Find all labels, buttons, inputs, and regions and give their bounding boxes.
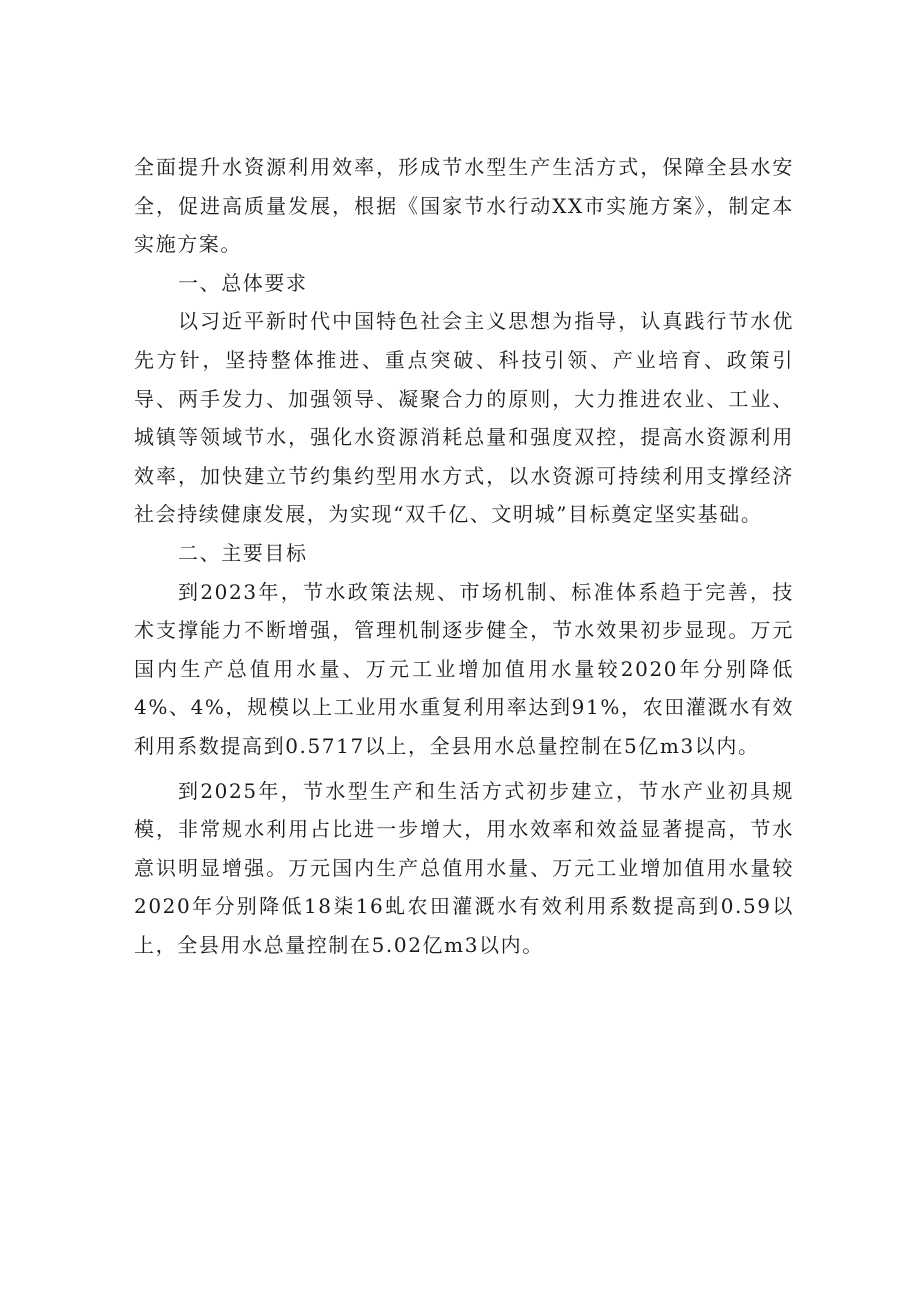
intro-paragraph: 全面提升水资源利用效率，形成节水型生产生活方式，保障全县水安全，促进高质量发展，根据《国家节水行动XX市实施方案》，制定本实施方案。 <box>134 155 794 257</box>
section-heading-main-targets: 二、主要目标 <box>178 540 308 565</box>
section-heading-general-requirements: 一、总体要求 <box>178 270 308 295</box>
target-2025-paragraph: 到2025年，节水型生产和生活方式初步建立，节水产业初具规模，非常规水利用占比进一步增大，用水效率和效益显著提高，节水意识明显增强。万元国内生产总值用水量、万元工业增加值用水量较2020年分别降低18柒16虬农田灌溉水有效利用系数提高到0.59以上，全县用水总量控制在5.02亿m3以内。 <box>134 778 794 957</box>
target-2023-paragraph: 到2023年，节水政策法规、市场机制、标准体系趋于完善，技术支撑能力不断增强，管理机制逐步健全，节水效果初步显现。万元国内生产总值用水量、万元工业增加值用水量较2020年分别降低4%、4%，规模以上工业用水重复利用率达到91%，农田灌溉水有效利用系数提高到0.5717以上，全县用水总量控制在5亿m3以内。 <box>134 579 794 758</box>
general-requirements-paragraph: 以习近平新时代中国特色社会主义思想为指导，认真践行节水优先方针，坚持整体推进、重点突破、科技引领、产业培育、政策引导、两手发力、加强领导、凝聚合力的原则，大力推进农业、工业、城镇等领域节水，强化水资源消耗总量和强度双控，提高水资源利用效率，加快建立节约集约型用水方式，以水资源可持续利用支撑经济社会持续健康发展，为实现“双千亿、文明城”目标奠定坚实基础。 <box>134 309 794 527</box>
document-page <box>134 148 794 964</box>
